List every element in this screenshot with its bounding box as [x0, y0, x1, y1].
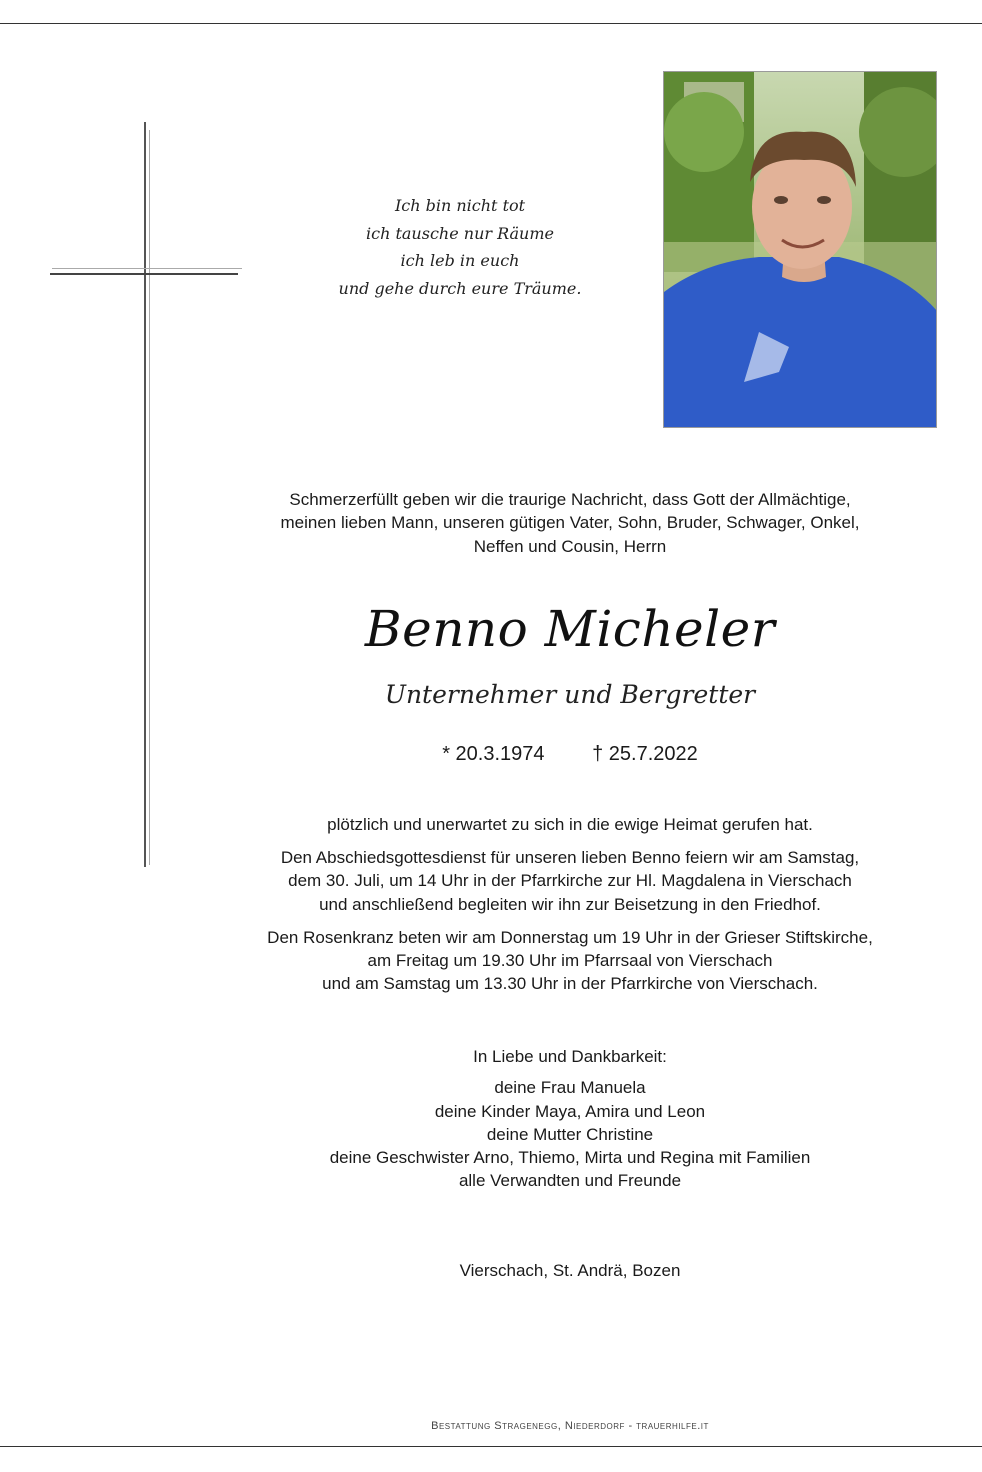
- body-line: und anschließend begleiten wir ihn zur Beisetzung in den Friedhof.: [319, 894, 821, 914]
- deceased-profession: Unternehmer und Bergretter: [384, 680, 756, 709]
- intro-text: [220, 488, 920, 558]
- death-date: † 25.7.2022: [592, 743, 698, 765]
- poem-line: ich leb in euch: [400, 251, 520, 270]
- bottom-rule: [0, 1446, 982, 1447]
- mourner-line: deine Kinder Maya, Amira und Leon: [434, 1101, 706, 1121]
- top-rule: [0, 23, 982, 24]
- mourner-line: alle Verwandten und Freunde: [458, 1171, 682, 1191]
- mourner-line: deine Mutter Christine: [486, 1124, 654, 1144]
- poem-line: und gehe durch eure Träume.: [338, 278, 582, 298]
- body-line: plötzlich und unerwartet zu sich in die ewige Heimat gerufen hat.: [327, 815, 813, 834]
- paragraph: [220, 926, 920, 996]
- birth-date: * 20.3.1974: [442, 743, 545, 765]
- mourner-line: deine Frau Manuela: [494, 1078, 646, 1098]
- body-line: Den Rosenkranz beten wir am Donnerstag um 19 Uhr in der Grieser Stiftskirche,: [267, 927, 873, 947]
- life-dates: [220, 740, 920, 768]
- body-line: dem 30. Juli, um 14 Uhr in der Pfarrkirche zur Hl. Magdalena in Vierschach: [288, 871, 852, 891]
- poem-line: Ich bin nicht tot: [394, 196, 526, 215]
- location: Vierschach, St. Andrä, Bozen: [459, 1261, 681, 1280]
- deceased-name: Benno Micheler: [364, 600, 776, 658]
- intro-line: Neffen und Cousin, Herrn: [473, 536, 667, 556]
- paragraph: [220, 813, 920, 836]
- body-line: Den Abschiedsgottesdienst für unseren lieben Benno feiern wir am Samstag,: [280, 848, 860, 868]
- body-line: und am Samstag um 13.30 Uhr in der Pfarrkirche von Vierschach.: [322, 974, 818, 994]
- poem-line: ich tausche nur Räume: [365, 223, 554, 243]
- intro-line: Schmerzerfüllt geben wir die traurige Nachricht, dass Gott der Allmächtige,: [289, 490, 851, 509]
- footer-credit: Bestattung Stragenegg, Niederdorf - trauerhilfe.it: [431, 1420, 709, 1432]
- mourners-heading: In Liebe und Dankbarkeit:: [473, 1047, 667, 1066]
- portrait-photo: [663, 71, 937, 428]
- body-line: am Freitag um 19.30 Uhr im Pfarrsaal von Vierschach: [367, 951, 773, 971]
- announcement-body: [220, 813, 920, 1005]
- intro-line: meinen lieben Mann, unseren gütigen Vater, Sohn, Bruder, Schwager, Onkel,: [280, 513, 860, 533]
- poem: [330, 192, 590, 302]
- mourners-list: [220, 1045, 920, 1193]
- paragraph: [220, 846, 920, 916]
- mourner-line: deine Geschwister Arno, Thiemo, Mirta und Regina mit Familien: [329, 1148, 811, 1168]
